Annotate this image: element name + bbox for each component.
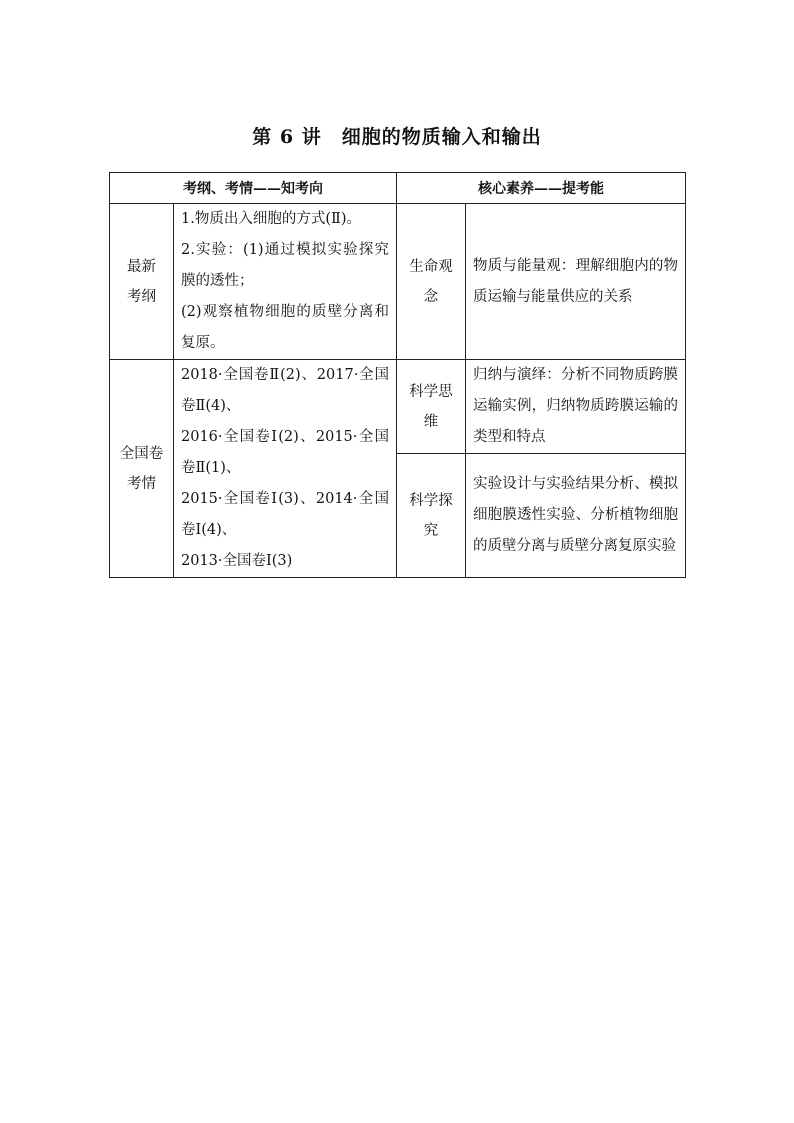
competency-label [397,360,466,454]
outline-table [109,172,686,578]
header-core-competency: 核心素养——提考能 [397,173,686,204]
table-row [110,360,686,454]
label-line: 考纲 [127,288,156,305]
latest-outline-content [174,204,397,360]
exam-line: 2015·全国卷Ⅰ(3)、2014·全国卷Ⅰ(4)、 [181,491,389,538]
outline-line: 2.实验：(1)通过模拟实验探究膜的透性； [181,242,389,289]
label-line: 科学思 [409,383,453,400]
label-line: 最新 [127,258,156,275]
header-row [110,173,686,204]
row-label-national-exam [110,360,174,578]
label-line: 念 [423,288,439,305]
label-line: 考情 [127,475,156,492]
exam-line: 2018·全国卷Ⅱ(2)、2017·全国卷Ⅱ(4)、 [181,367,389,414]
national-exam-content [174,360,397,578]
header-exam-outline: 考纲、考情——知考向 [110,173,397,204]
label-line: 科学探 [409,492,453,509]
exam-line: 2016·全国卷Ⅰ(2)、2015·全国卷Ⅱ(1)、 [181,429,389,476]
competency-text: 归纳与演绎：分析不同物质跨膜运输实例，归纳物质跨膜运输的类型和特点 [466,360,686,454]
label-line: 维 [423,413,439,430]
competency-label [397,204,466,360]
label-line: 究 [423,522,439,539]
page-title: 第 6 讲 细胞的物质输入和输出 [252,126,542,148]
row-label-latest-outline [110,204,174,360]
competency-text: 实验设计与实验结果分析、模拟细胞膜透性实验、分析植物细胞的质壁分离与质壁分离复原实验 [466,454,686,578]
label-line: 生命观 [409,258,453,275]
exam-line: 2013·全国卷Ⅰ(3) [181,553,293,569]
outline-line: (2)观察植物细胞的质壁分离和复原。 [181,304,389,351]
competency-text: 物质与能量观：理解细胞内的物质运输与能量供应的关系 [466,204,686,360]
label-line: 全国卷 [119,445,164,462]
competency-label [397,454,466,578]
outline-line: 1.物质出入细胞的方式(Ⅱ)。 [181,211,362,227]
table-row [110,204,686,360]
